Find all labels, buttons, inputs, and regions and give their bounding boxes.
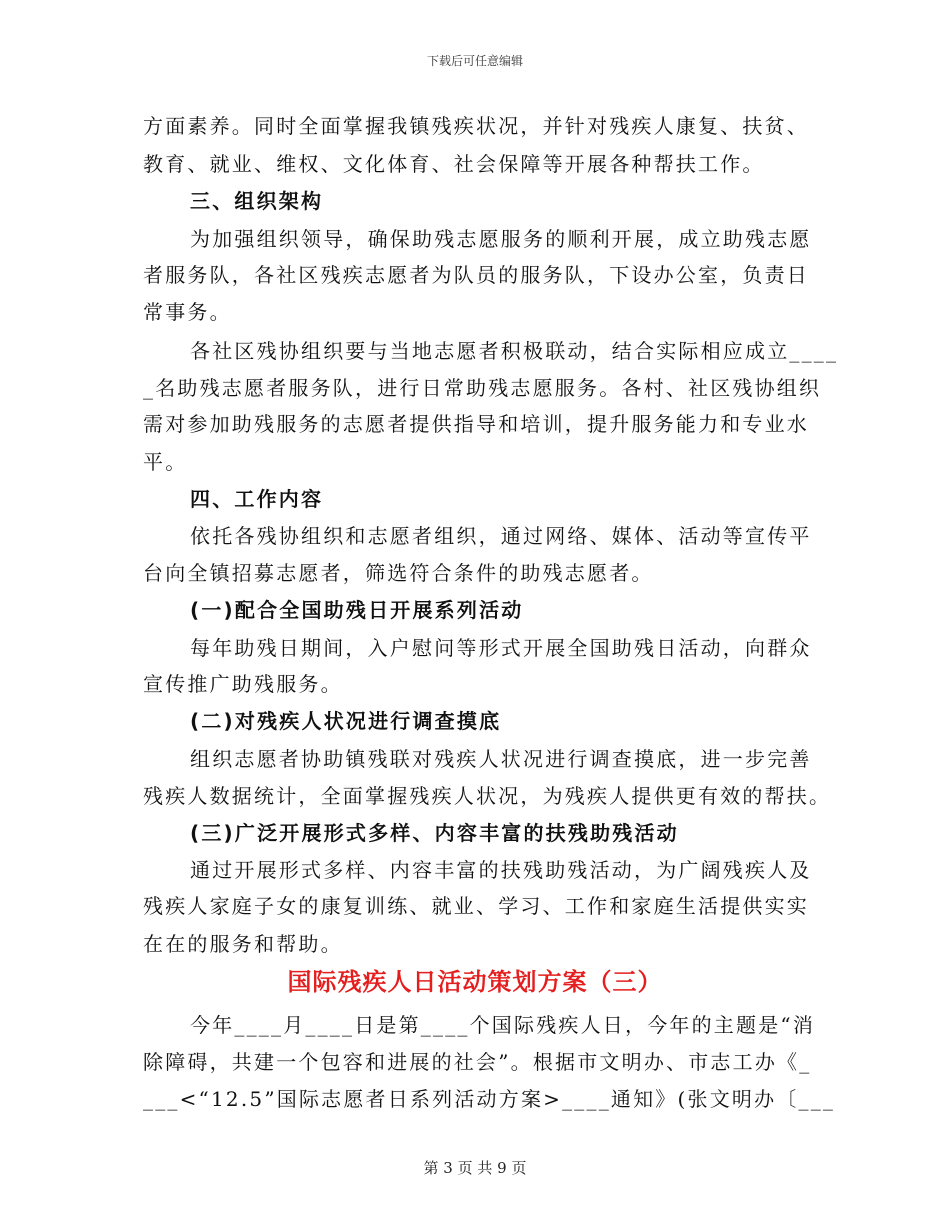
body-line: ___<“12.5”国际志愿者日系列活动方案>____通知》(张文明办〔___	[143, 1087, 836, 1111]
section-heading: 四、工作内容	[190, 487, 324, 511]
body-line: 平。	[143, 450, 188, 474]
page-footer: 第 3 页 共 9 页	[423, 1159, 527, 1177]
body-line: 除障碍，共建一个包容和进展的社会”。根据市文明办、市志工办《_	[143, 1050, 812, 1074]
body-line: 方面素养。同时全面掌握我镇残疾状况，并针对残疾人康复、扶贫、	[143, 114, 809, 138]
page-header: 下载后可任意编辑	[426, 54, 523, 68]
section-heading: 三、组织架构	[190, 189, 324, 213]
paragraph-first-line: 每年助残日期间，入户慰问等形式开展全国助残日活动，向群众	[190, 636, 812, 660]
body-line: 宣传推广助残服务。	[143, 672, 343, 696]
section-title: 国际残疾人日活动策划方案（三）	[287, 968, 663, 996]
body-line: 需对参加助残服务的志愿者提供指导和培训，提升服务能力和专业水	[143, 412, 809, 436]
paragraph-first-line: 依托各残协组织和志愿者组织，通过网络、媒体、活动等宣传平	[190, 524, 812, 548]
paragraph-first-line: 今年____月____日是第____个国际残疾人日，今年的主题是“消	[190, 1013, 816, 1037]
paragraph-first-line: 组织志愿者协助镇残联对残疾人状况进行调查摸底，进一步完善	[190, 747, 812, 771]
body-line: 残疾人数据统计，全面掌握残疾人状况，为残疾人提供更有效的帮扶。	[143, 784, 832, 808]
body-line: 教育、就业、维权、文化体育、社会保障等开展各种帮扶工作。	[143, 152, 765, 176]
subsection-heading: (二)对残疾人状况进行调查摸底	[190, 709, 502, 733]
paragraph-first-line: 为加强组织领导，确保助残志愿服务的顺利开展，成立助残志愿	[190, 227, 812, 251]
subsection-heading: (三)广泛开展形式多样、内容丰富的扶残助残活动	[190, 821, 679, 845]
body-line: 残疾人家庭子女的康复训练、就业、学习、工作和家庭生活提供实实	[143, 894, 809, 918]
body-line: 者服务队，各社区残疾志愿者为队员的服务队，下设办公室，负责日	[143, 263, 809, 287]
body-line: 常事务。	[143, 300, 232, 324]
subsection-heading: (一)配合全国助残日开展系列活动	[190, 598, 524, 622]
body-line: _名助残志愿者服务队，进行日常助残志愿服务。各村、社区残协组织	[143, 376, 822, 400]
body-line: 在在的服务和帮助。	[143, 932, 343, 956]
paragraph-first-line: 通过开展形式多样、内容丰富的扶残助残活动，为广阔残疾人及	[190, 858, 812, 882]
body-line: 台向全镇招募志愿者，筛选符合条件的助残志愿者。	[143, 561, 654, 585]
paragraph-first-line: 各社区残协组织要与当地志愿者积极联动，结合实际相应成立____	[190, 339, 839, 363]
